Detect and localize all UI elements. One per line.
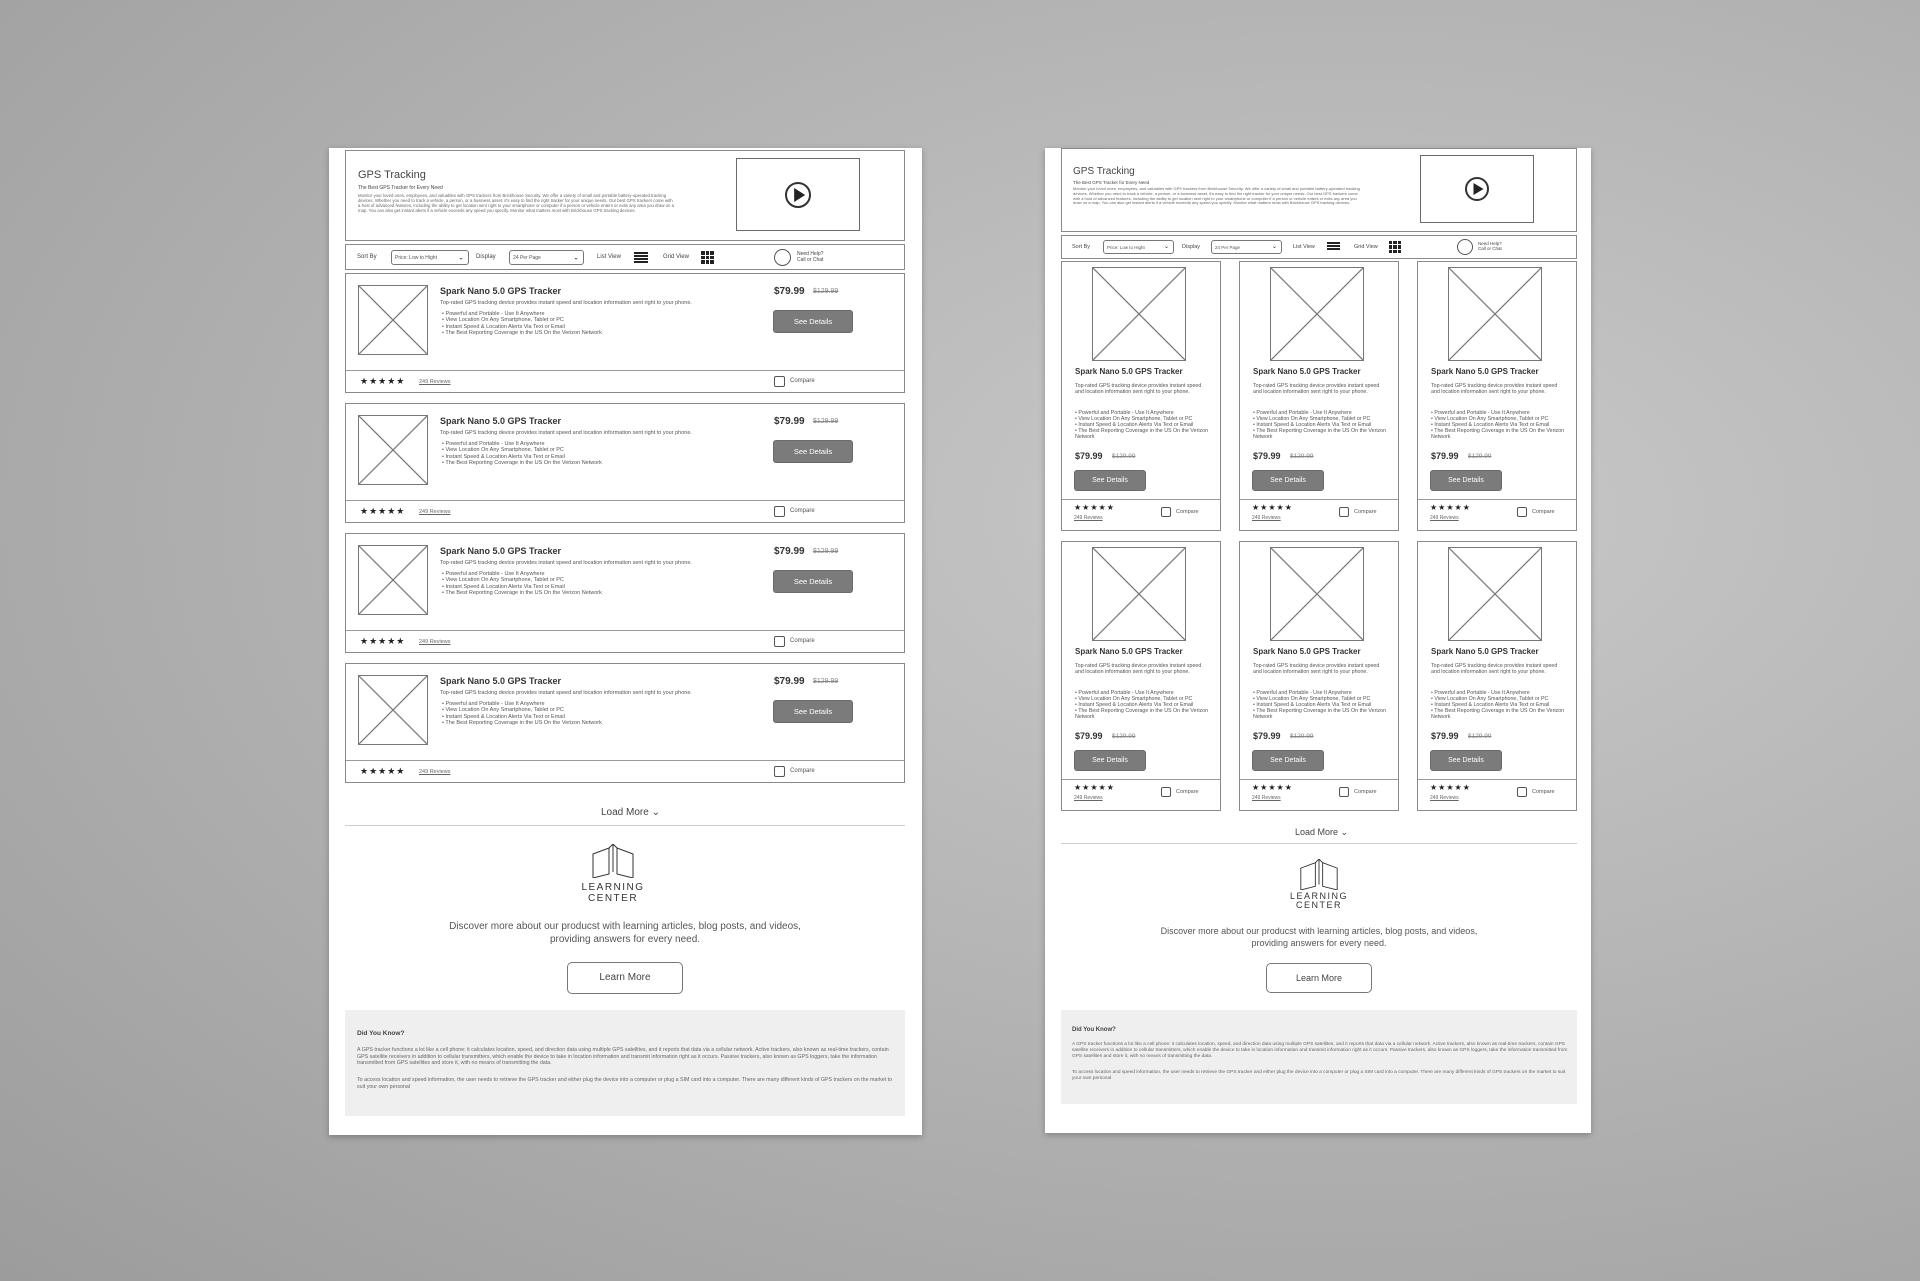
display-value: 24 Per Page	[513, 255, 541, 261]
product-description: Top-rated GPS tracking device provides instant speed and location information sent right to your phone.	[1253, 383, 1380, 396]
did-you-know-title: Did You Know?	[1072, 1027, 1116, 1033]
divider	[345, 825, 905, 826]
card-divider	[346, 370, 904, 371]
product-old-price: $129.99	[813, 548, 839, 555]
product-name[interactable]: Spark Nano 5.0 GPS Tracker	[440, 286, 562, 296]
display-select[interactable]	[1211, 240, 1282, 254]
feature-item: • The Best Reporting Coverage in the US On the Verizon Network	[1431, 708, 1565, 721]
product-old-price: $129.99	[813, 418, 839, 425]
product-description: Top-rated GPS tracking device provides instant speed and location information sent right to your phone.	[1075, 663, 1202, 676]
sort-label: Sort By	[1072, 244, 1091, 250]
feature-item: • Instant Speed & Location Alerts Via Text or Email	[442, 323, 565, 330]
list-view-page	[329, 148, 922, 1135]
did-you-know-panel	[1061, 1010, 1577, 1104]
feature-item: • Instant Speed & Location Alerts Via Text or Email	[442, 713, 565, 720]
rating-stars-icon: ★★★★★	[360, 376, 406, 386]
product-image-placeholder[interactable]	[1270, 547, 1364, 641]
product-old-price: $129.99	[1468, 453, 1492, 460]
sort-label: Sort By	[357, 254, 377, 260]
feature-item: • Instant Speed & Location Alerts Via Text or Email	[1253, 422, 1372, 429]
help-title: Need Help?	[797, 251, 824, 257]
compare-label: Compare	[1176, 509, 1199, 515]
product-price: $79.99	[774, 416, 805, 427]
page-description: Monitor your loved ones, employees, and valuables with GPS trackers from Brickhouse Security. We offer a variety of small and portable battery-operated tracking devices. Whether you need to track a vehicle, a person, or a business asset, it's easy to find the right tracker for your unique needs. Our best GPS trackers come with a host of advanced features, including the ability to get location sent right to your smartphone or computer if a person or vehicle enters or exits any area you draw on a map. You can also get instant alerts if a vehicle exceeds any speed you specify. Monitor what matters most with Brickhouse GPS tracking devices.	[358, 193, 674, 214]
display-select[interactable]	[509, 250, 584, 265]
reviews-link[interactable]: 249 Reviews	[1074, 795, 1103, 801]
learning-center-description: Discover more about our producst with learning articles, blog posts, and videos, providing answers for every need.	[449, 921, 801, 945]
learning-center-wordmark	[1270, 892, 1368, 911]
product-description: Top-rated GPS tracking device provides instant speed and location information sent right to your phone.	[440, 690, 692, 696]
compare-checkbox[interactable]	[774, 636, 785, 647]
see-details-button[interactable]: See Details	[1074, 750, 1146, 771]
product-price: $79.99	[1253, 731, 1281, 741]
hero-section	[1061, 148, 1577, 232]
did-you-know-paragraph: To access location and speed information, the user needs to retrieve the GPS tracker and either plug the device into a computer or plug a SIM card into a computer. There are many different kinds of GPS trackers on the market to suit your own personal	[1072, 1070, 1566, 1081]
lc-line2: CENTER	[587, 892, 639, 904]
reviews-link[interactable]: 249 Reviews	[1252, 795, 1281, 801]
filter-bar	[345, 244, 905, 270]
product-image-placeholder[interactable]	[358, 285, 428, 355]
feature-item: • View Location On Any Smartphone, Tablet or PC	[442, 707, 564, 714]
compare-checkbox[interactable]	[774, 376, 785, 387]
product-features	[1253, 690, 1393, 720]
did-you-know-panel	[345, 1010, 905, 1116]
feature-item: • The Best Reporting Coverage in the US On the Verizon Network	[442, 589, 602, 596]
help-subtitle: Call or Chat	[797, 256, 824, 263]
product-features	[1431, 690, 1571, 720]
feature-item: • Powerful and Portable - Use It Anywhere	[1253, 690, 1352, 696]
sort-value: Price: Low to Hight	[1107, 245, 1145, 250]
compare-checkbox[interactable]	[774, 766, 785, 777]
compare-label: Compare	[1354, 789, 1377, 795]
load-more-label: Load More	[1295, 827, 1339, 837]
sort-value: Price: Low to Hight	[395, 255, 437, 261]
play-icon[interactable]	[1465, 177, 1489, 201]
chevron-down-icon: ⌄	[1338, 827, 1349, 837]
card-divider	[1418, 779, 1576, 780]
display-label: Display	[476, 254, 496, 260]
reviews-link[interactable]: 249 Reviews	[1430, 795, 1459, 801]
feature-item: • Powerful and Portable - Use It Anywhere	[442, 571, 545, 577]
grid-view-icon[interactable]	[1389, 241, 1401, 253]
chevron-down-icon: ⌄	[648, 807, 660, 818]
feature-item: • Instant Speed & Location Alerts Via Text or Email	[1431, 702, 1550, 709]
help-chat-icon[interactable]	[1457, 239, 1473, 255]
feature-item: • The Best Reporting Coverage in the US On the Verizon Network	[442, 329, 602, 336]
page-subtitle: The Best GPS Tracker for Every Need	[358, 185, 443, 191]
did-you-know-paragraph: A GPS tracker functions a lot like a cell phone: it calculates location, speed, and direction data using multiple GPS satellites, and it reports that data via a cellular network. Active trackers, also known as real-time trackers, contain GPS satellite receivers in addition to cellular transmitters, which enable the device to take in location information and transmit information right as it occurs. Passive trackers, also known as GPS loggers, take the information transmitted from GPS satellites and store it, with no means of transmitting the data.	[1072, 1042, 1568, 1059]
feature-item: • Powerful and Portable - Use It Anywhere	[1075, 690, 1174, 696]
compare-checkbox[interactable]	[1161, 507, 1171, 517]
reviews-link[interactable]: 249 Reviews	[1430, 515, 1459, 521]
did-you-know-paragraph: A GPS tracker functions a lot like a cell phone: it calculates location, speed, and direction data using multiple GPS satellites, and it reports that data via a cellular network. Active trackers, also known as real-time trackers, contain GPS satellite receivers in addition to cellular transmitters, which enable the device to take in location information and transmit information right as it occurs. Passive trackers, also known as GPS loggers, take the information transmitted from GPS satellites and store it, with no means of transmitting the data.	[357, 1047, 889, 1067]
feature-item: • The Best Reporting Coverage in the US On the Verizon Network	[1253, 428, 1387, 441]
reviews-link[interactable]: 249 Reviews	[419, 379, 451, 385]
card-divider	[1062, 499, 1220, 500]
feature-item: • Instant Speed & Location Alerts Via Text or Email	[442, 453, 565, 460]
feature-item: • Powerful and Portable - Use It Anywhere	[442, 311, 545, 317]
feature-item: • Powerful and Portable - Use It Anywhere	[442, 701, 545, 707]
compare-checkbox[interactable]	[1517, 787, 1527, 797]
product-image-placeholder[interactable]	[1092, 547, 1186, 641]
feature-item: • The Best Reporting Coverage in the US On the Verizon Network	[1253, 708, 1387, 721]
see-details-button[interactable]: See Details	[1252, 470, 1324, 491]
product-features	[442, 441, 752, 466]
compare-checkbox[interactable]	[1161, 787, 1171, 797]
see-details-button[interactable]: See Details	[773, 570, 853, 593]
product-card	[345, 403, 905, 523]
page-subtitle: The Best GPS Tracker for Every Need	[1073, 180, 1150, 185]
reviews-link[interactable]: 249 Reviews	[1252, 515, 1281, 521]
rating-stars-icon: ★★★★★	[1074, 503, 1115, 512]
list-view-icon[interactable]	[634, 252, 648, 264]
rating-stars-icon: ★★★★★	[1252, 783, 1293, 792]
compare-label: Compare	[790, 638, 815, 644]
load-more-button[interactable]	[601, 807, 660, 818]
compare-label: Compare	[1176, 789, 1199, 795]
card-divider	[346, 760, 904, 761]
feature-item: • View Location On Any Smartphone, Tablet or PC	[1431, 416, 1549, 423]
divider	[1061, 843, 1577, 844]
feature-item: • View Location On Any Smartphone, Tablet or PC	[1253, 696, 1371, 703]
card-divider	[346, 630, 904, 631]
product-image-placeholder[interactable]	[1092, 267, 1186, 361]
reviews-link[interactable]: 249 Reviews	[419, 769, 451, 775]
product-name[interactable]: Spark Nano 5.0 GPS Tracker	[1075, 367, 1183, 376]
product-description: Top-rated GPS tracking device provides instant speed and location information sent right to your phone.	[440, 430, 692, 436]
grid-view-page	[1045, 148, 1591, 1133]
product-description: Top-rated GPS tracking device provides instant speed and location information sent right to your phone.	[440, 560, 692, 566]
product-features	[442, 571, 752, 596]
rating-stars-icon: ★★★★★	[1252, 503, 1293, 512]
product-features	[1253, 410, 1393, 440]
lc-line1: LEARNING	[581, 882, 645, 893]
product-card	[1061, 541, 1221, 811]
product-description: Top-rated GPS tracking device provides instant speed and location information sent right to your phone.	[440, 300, 692, 306]
product-price: $79.99	[774, 676, 805, 687]
product-card	[1239, 261, 1399, 531]
see-details-button[interactable]: See Details	[1252, 750, 1324, 771]
product-name[interactable]: Spark Nano 5.0 GPS Tracker	[1253, 647, 1361, 656]
feature-item: • Powerful and Portable - Use It Anywhere	[1431, 690, 1530, 696]
see-details-button[interactable]: See Details	[773, 310, 853, 333]
product-image-placeholder[interactable]	[358, 415, 428, 485]
feature-item: • The Best Reporting Coverage in the US On the Verizon Network	[1075, 708, 1209, 721]
compare-checkbox[interactable]	[774, 506, 785, 517]
help-text[interactable]	[797, 252, 823, 263]
rating-stars-icon: ★★★★★	[360, 506, 406, 516]
product-old-price: $129.99	[813, 288, 839, 295]
reviews-link[interactable]: 249 Reviews	[419, 509, 451, 515]
product-features	[442, 701, 752, 726]
reviews-link[interactable]: 249 Reviews	[419, 639, 451, 645]
learning-center-logo	[1299, 859, 1339, 890]
card-divider	[1240, 779, 1398, 780]
chevron-down-icon: ⌄	[573, 254, 579, 262]
see-details-button[interactable]: See Details	[1430, 750, 1502, 771]
see-details-button[interactable]: See Details	[1074, 470, 1146, 491]
card-divider	[346, 500, 904, 501]
chevron-down-icon: ⌄	[458, 254, 464, 262]
sort-select[interactable]	[1103, 240, 1174, 254]
reviews-link[interactable]: 249 Reviews	[1074, 515, 1103, 521]
product-image-placeholder[interactable]	[358, 545, 428, 615]
see-details-button[interactable]: See Details	[1430, 470, 1502, 491]
product-description: Top-rated GPS tracking device provides instant speed and location information sent right to your phone.	[1253, 663, 1380, 676]
feature-item: • Powerful and Portable - Use It Anywhere	[442, 441, 545, 447]
product-description: Top-rated GPS tracking device provides instant speed and location information sent right to your phone.	[1431, 383, 1558, 396]
product-price: $79.99	[774, 286, 805, 297]
chevron-down-icon: ⌄	[1271, 244, 1277, 251]
product-image-placeholder[interactable]	[1448, 267, 1542, 361]
help-text[interactable]	[1478, 242, 1502, 252]
compare-checkbox[interactable]	[1339, 787, 1349, 797]
sort-select[interactable]	[391, 250, 469, 265]
feature-item: • The Best Reporting Coverage in the US On the Verizon Network	[1075, 428, 1209, 441]
product-name[interactable]: Spark Nano 5.0 GPS Tracker	[1253, 367, 1361, 376]
chevron-down-icon: ⌄	[1163, 244, 1169, 251]
feature-item: • The Best Reporting Coverage in the US On the Verizon Network	[442, 459, 602, 466]
learn-more-button[interactable]: Learn More	[1266, 963, 1372, 993]
product-old-price: $129.99	[813, 678, 839, 685]
product-name[interactable]: Spark Nano 5.0 GPS Tracker	[440, 676, 562, 686]
product-card	[345, 533, 905, 653]
compare-label: Compare	[1354, 509, 1377, 515]
feature-item: • Instant Speed & Location Alerts Via Text or Email	[1431, 422, 1550, 429]
feature-item: • Powerful and Portable - Use It Anywhere	[1075, 410, 1174, 416]
rating-stars-icon: ★★★★★	[1430, 503, 1471, 512]
compare-label: Compare	[1532, 509, 1555, 515]
card-divider	[1062, 779, 1220, 780]
product-price: $79.99	[1431, 731, 1459, 741]
product-card	[1417, 261, 1577, 531]
product-name[interactable]: Spark Nano 5.0 GPS Tracker	[440, 546, 562, 556]
did-you-know-paragraph: To access location and speed information, the user needs to retrieve the GPS tracker and either plug the device into a computer or plug a SIM card into a computer. There are many different kinds of GPS trackers on the market to suit your own personal	[357, 1077, 893, 1090]
load-more-button[interactable]	[1295, 827, 1348, 838]
product-price: $79.99	[1075, 451, 1103, 461]
product-name[interactable]: Spark Nano 5.0 GPS Tracker	[1075, 647, 1183, 656]
rating-stars-icon: ★★★★★	[360, 636, 406, 646]
product-old-price: $129.99	[1112, 453, 1136, 460]
compare-label: Compare	[1532, 789, 1555, 795]
feature-item: • View Location On Any Smartphone, Tablet or PC	[442, 577, 564, 584]
card-divider	[1240, 499, 1398, 500]
hero-section	[345, 150, 905, 241]
list-view-icon[interactable]	[1327, 242, 1340, 253]
product-price: $79.99	[774, 546, 805, 557]
learn-more-button[interactable]: Learn More	[567, 962, 683, 994]
learning-center-wordmark	[560, 883, 666, 904]
product-card	[345, 663, 905, 783]
grid-view-label[interactable]: Grid View	[663, 254, 689, 260]
feature-item: • View Location On Any Smartphone, Tablet or PC	[1075, 696, 1193, 703]
see-details-button[interactable]: See Details	[773, 700, 853, 723]
product-image-placeholder[interactable]	[1448, 547, 1542, 641]
rating-stars-icon: ★★★★★	[360, 766, 406, 776]
feature-item: • Powerful and Portable - Use It Anywhere	[1431, 410, 1530, 416]
help-subtitle: Call or Chat	[1478, 245, 1502, 251]
feature-item: • The Best Reporting Coverage in the US On the Verizon Network	[442, 719, 602, 726]
feature-item: • View Location On Any Smartphone, Tablet or PC	[442, 317, 564, 324]
product-name[interactable]: Spark Nano 5.0 GPS Tracker	[1431, 647, 1539, 656]
product-features	[1075, 690, 1215, 720]
list-view-label[interactable]: List View	[597, 254, 621, 260]
help-chat-icon[interactable]	[774, 249, 791, 266]
compare-label: Compare	[790, 378, 815, 384]
product-card	[345, 273, 905, 393]
compare-label: Compare	[790, 508, 815, 514]
product-image-placeholder[interactable]	[1270, 267, 1364, 361]
feature-item: • The Best Reporting Coverage in the US On the Verizon Network	[1431, 428, 1565, 441]
rating-stars-icon: ★★★★★	[1430, 783, 1471, 792]
see-details-button[interactable]: See Details	[773, 440, 853, 463]
product-features	[442, 311, 752, 336]
product-features	[1431, 410, 1571, 440]
product-image-placeholder[interactable]	[358, 675, 428, 745]
page-title: GPS Tracking	[1073, 166, 1135, 177]
product-old-price: $129.99	[1290, 733, 1314, 740]
product-price: $79.99	[1431, 451, 1459, 461]
feature-item: • View Location On Any Smartphone, Tablet or PC	[1431, 696, 1549, 703]
product-price: $79.99	[1075, 731, 1103, 741]
product-features	[1075, 410, 1215, 440]
feature-item: • View Location On Any Smartphone, Tablet or PC	[442, 447, 564, 454]
product-card	[1417, 541, 1577, 811]
learning-center-logo	[591, 844, 635, 878]
product-old-price: $129.99	[1290, 453, 1314, 460]
product-old-price: $129.99	[1112, 733, 1136, 740]
page-title: GPS Tracking	[358, 169, 426, 181]
load-more-label: Load More	[601, 807, 649, 818]
video-player[interactable]	[736, 158, 860, 231]
display-value: 24 Per Page	[1215, 245, 1241, 250]
product-card	[1061, 261, 1221, 531]
feature-item: • Instant Speed & Location Alerts Via Text or Email	[1075, 422, 1194, 429]
card-divider	[1418, 499, 1576, 500]
product-old-price: $129.99	[1468, 733, 1492, 740]
product-card	[1239, 541, 1399, 811]
product-name[interactable]: Spark Nano 5.0 GPS Tracker	[1431, 367, 1539, 376]
grid-view-icon[interactable]	[701, 251, 714, 264]
rating-stars-icon: ★★★★★	[1074, 783, 1115, 792]
display-label: Display	[1182, 244, 1201, 250]
video-player[interactable]	[1420, 155, 1534, 223]
compare-checkbox[interactable]	[1339, 507, 1349, 517]
feature-item: • View Location On Any Smartphone, Tablet or PC	[1253, 416, 1371, 423]
lc-line1: LEARNING	[1289, 891, 1348, 901]
product-description: Top-rated GPS tracking device provides instant speed and location information sent right to your phone.	[1075, 383, 1202, 396]
product-name[interactable]: Spark Nano 5.0 GPS Tracker	[440, 416, 562, 426]
feature-item: • Instant Speed & Location Alerts Via Text or Email	[442, 583, 565, 590]
list-view-label[interactable]: List View	[1293, 244, 1315, 250]
product-price: $79.99	[1253, 451, 1281, 461]
did-you-know-title: Did You Know?	[357, 1030, 405, 1037]
feature-item: • View Location On Any Smartphone, Tablet or PC	[1075, 416, 1193, 423]
feature-item: • Instant Speed & Location Alerts Via Text or Email	[1253, 702, 1372, 709]
compare-checkbox[interactable]	[1517, 507, 1527, 517]
feature-item: • Instant Speed & Location Alerts Via Text or Email	[1075, 702, 1194, 709]
play-icon[interactable]	[785, 182, 811, 208]
grid-view-label[interactable]: Grid View	[1354, 244, 1378, 250]
feature-item: • Powerful and Portable - Use It Anywhere	[1253, 410, 1352, 416]
product-description: Top-rated GPS tracking device provides instant speed and location information sent right to your phone.	[1431, 663, 1558, 676]
filter-bar	[1061, 235, 1577, 259]
page-description: Monitor your loved ones, employees, and valuables with GPS trackers from Brickhouse Security. We offer a variety of small and portable battery-operated tracking devices. Whether you need to track a vehicle, a person, or a business asset, it's easy to find the right tracker for your unique needs. Our best GPS trackers come with a host of advanced features, including the ability to get location sent right to your smartphone or computer if a person or vehicle enters or exits any area you draw on a map. You can also get instant alerts if a vehicle exceeds any speed you specify. Monitor what matters most with Brickhouse GPS tracking devices.	[1073, 186, 1360, 206]
compare-label: Compare	[790, 768, 815, 774]
learning-center-description: Discover more about our producst with learning articles, blog posts, and videos, providing answers for every need.	[1160, 926, 1478, 948]
help-title: Need Help?	[1478, 241, 1502, 246]
lc-line2: CENTER	[1295, 900, 1342, 911]
